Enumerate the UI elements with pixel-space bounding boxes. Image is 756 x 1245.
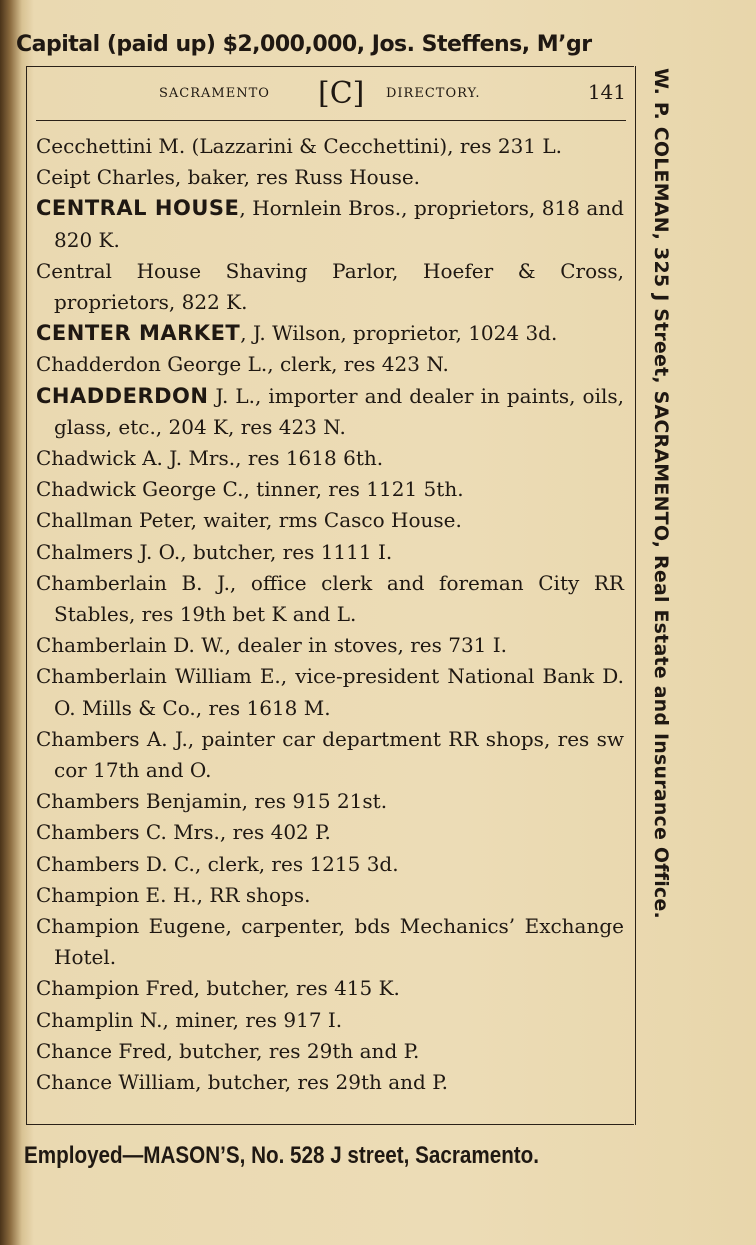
directory-entry: Challman Peter, waiter, rms Casco House. [36,508,462,533]
running-head-letter: [C] [318,76,365,111]
directory-entry: Chadderdon George L., clerk, res 423 N. [36,352,449,377]
directory-entries [36,131,624,1098]
frame-bottom-rule [26,1124,634,1125]
side-advertisement: W. P. COLEMAN, 325 J Street, SACRAMENTO, Real Estate and Insurance Office. [650,68,672,919]
frame-top-rule [26,66,634,67]
top-advertisement-banner: Capital (paid up) $2,000,000, Jos. Steffens, M’gr [16,32,592,57]
directory-entry: Cecchettini M. (Lazzarini & Cecchettini), res 231 L. [36,134,563,158]
directory-entry: CENTRAL HOUSE, Hornlein Bros., proprietors, 818 and 820 K. [36,196,624,252]
directory-entry: Chambers D. C., clerk, res 1215 3d. [36,851,399,876]
directory-entry: Chance Fred, butcher, res 29th and P. [36,1038,420,1063]
entry-bold-name: CHADDERDON [36,383,209,408]
directory-entry: Chadwick A. J. Mrs., res 1618 6th. [36,446,384,471]
running-head-rule [36,120,626,121]
directory-entry: CHADDERDON J. L., importer and dealer in paints, oils, glass, etc., 204 K, res 423 N. [36,383,624,439]
entry-bold-name: CENTER MARKET [36,321,241,346]
directory-entry: Central House Shaving Parlor, Hoefer & Cross, proprietors, 822 K. [36,258,624,315]
bottom-advertisement-banner: Employed—MASON’S, No. 528 J street, Sacramento. [24,1142,540,1169]
directory-entry: Champion Eugene, carpenter, bds Mechanics’ Exchange Hotel. [36,914,624,970]
directory-entry: Chamberlain D. W., dealer in stoves, res 731 I. [36,633,508,658]
running-head [26,76,634,116]
directory-entry: Champion Fred, butcher, res 415 K. [36,976,400,1001]
directory-entry: Chadwick George C., tinner, res 1121 5th. [36,477,464,502]
running-head-directory: DIRECTORY. [386,86,481,101]
directory-entry: Chambers Benjamin, res 915 21st. [36,789,388,814]
directory-entry: Chamberlain B. J., office clerk and foreman City RR Stables, res 19th bet K and L. [36,570,624,627]
page-number: 141 [587,80,626,104]
running-head-city: SACRAMENTO [159,86,270,101]
directory-entry: Chamberlain William E., vice-president National Bank D. O. Mills & Co., res 1618 M. [36,664,624,720]
directory-entry: Champion E. H., RR shops. [36,882,311,907]
directory-entry: Champlin N., miner, res 917 I. [36,1007,343,1032]
directory-entry: Chambers A. J., painter car department RR shops, res sw cor 17th and O. [36,726,624,783]
entry-bold-name: CENTRAL HOUSE [36,196,240,221]
directory-entry: CENTER MARKET, J. Wilson, proprietor, 1024 3d. [36,321,558,346]
directory-entry: Chalmers J. O., butcher, res 1111 I. [36,539,393,564]
directory-entry: Chambers C. Mrs., res 402 P. [36,820,331,845]
directory-entry: Ceipt Charles, baker, res Russ House. [36,165,421,190]
directory-entry: Chance William, butcher, res 29th and P. [36,1070,448,1095]
